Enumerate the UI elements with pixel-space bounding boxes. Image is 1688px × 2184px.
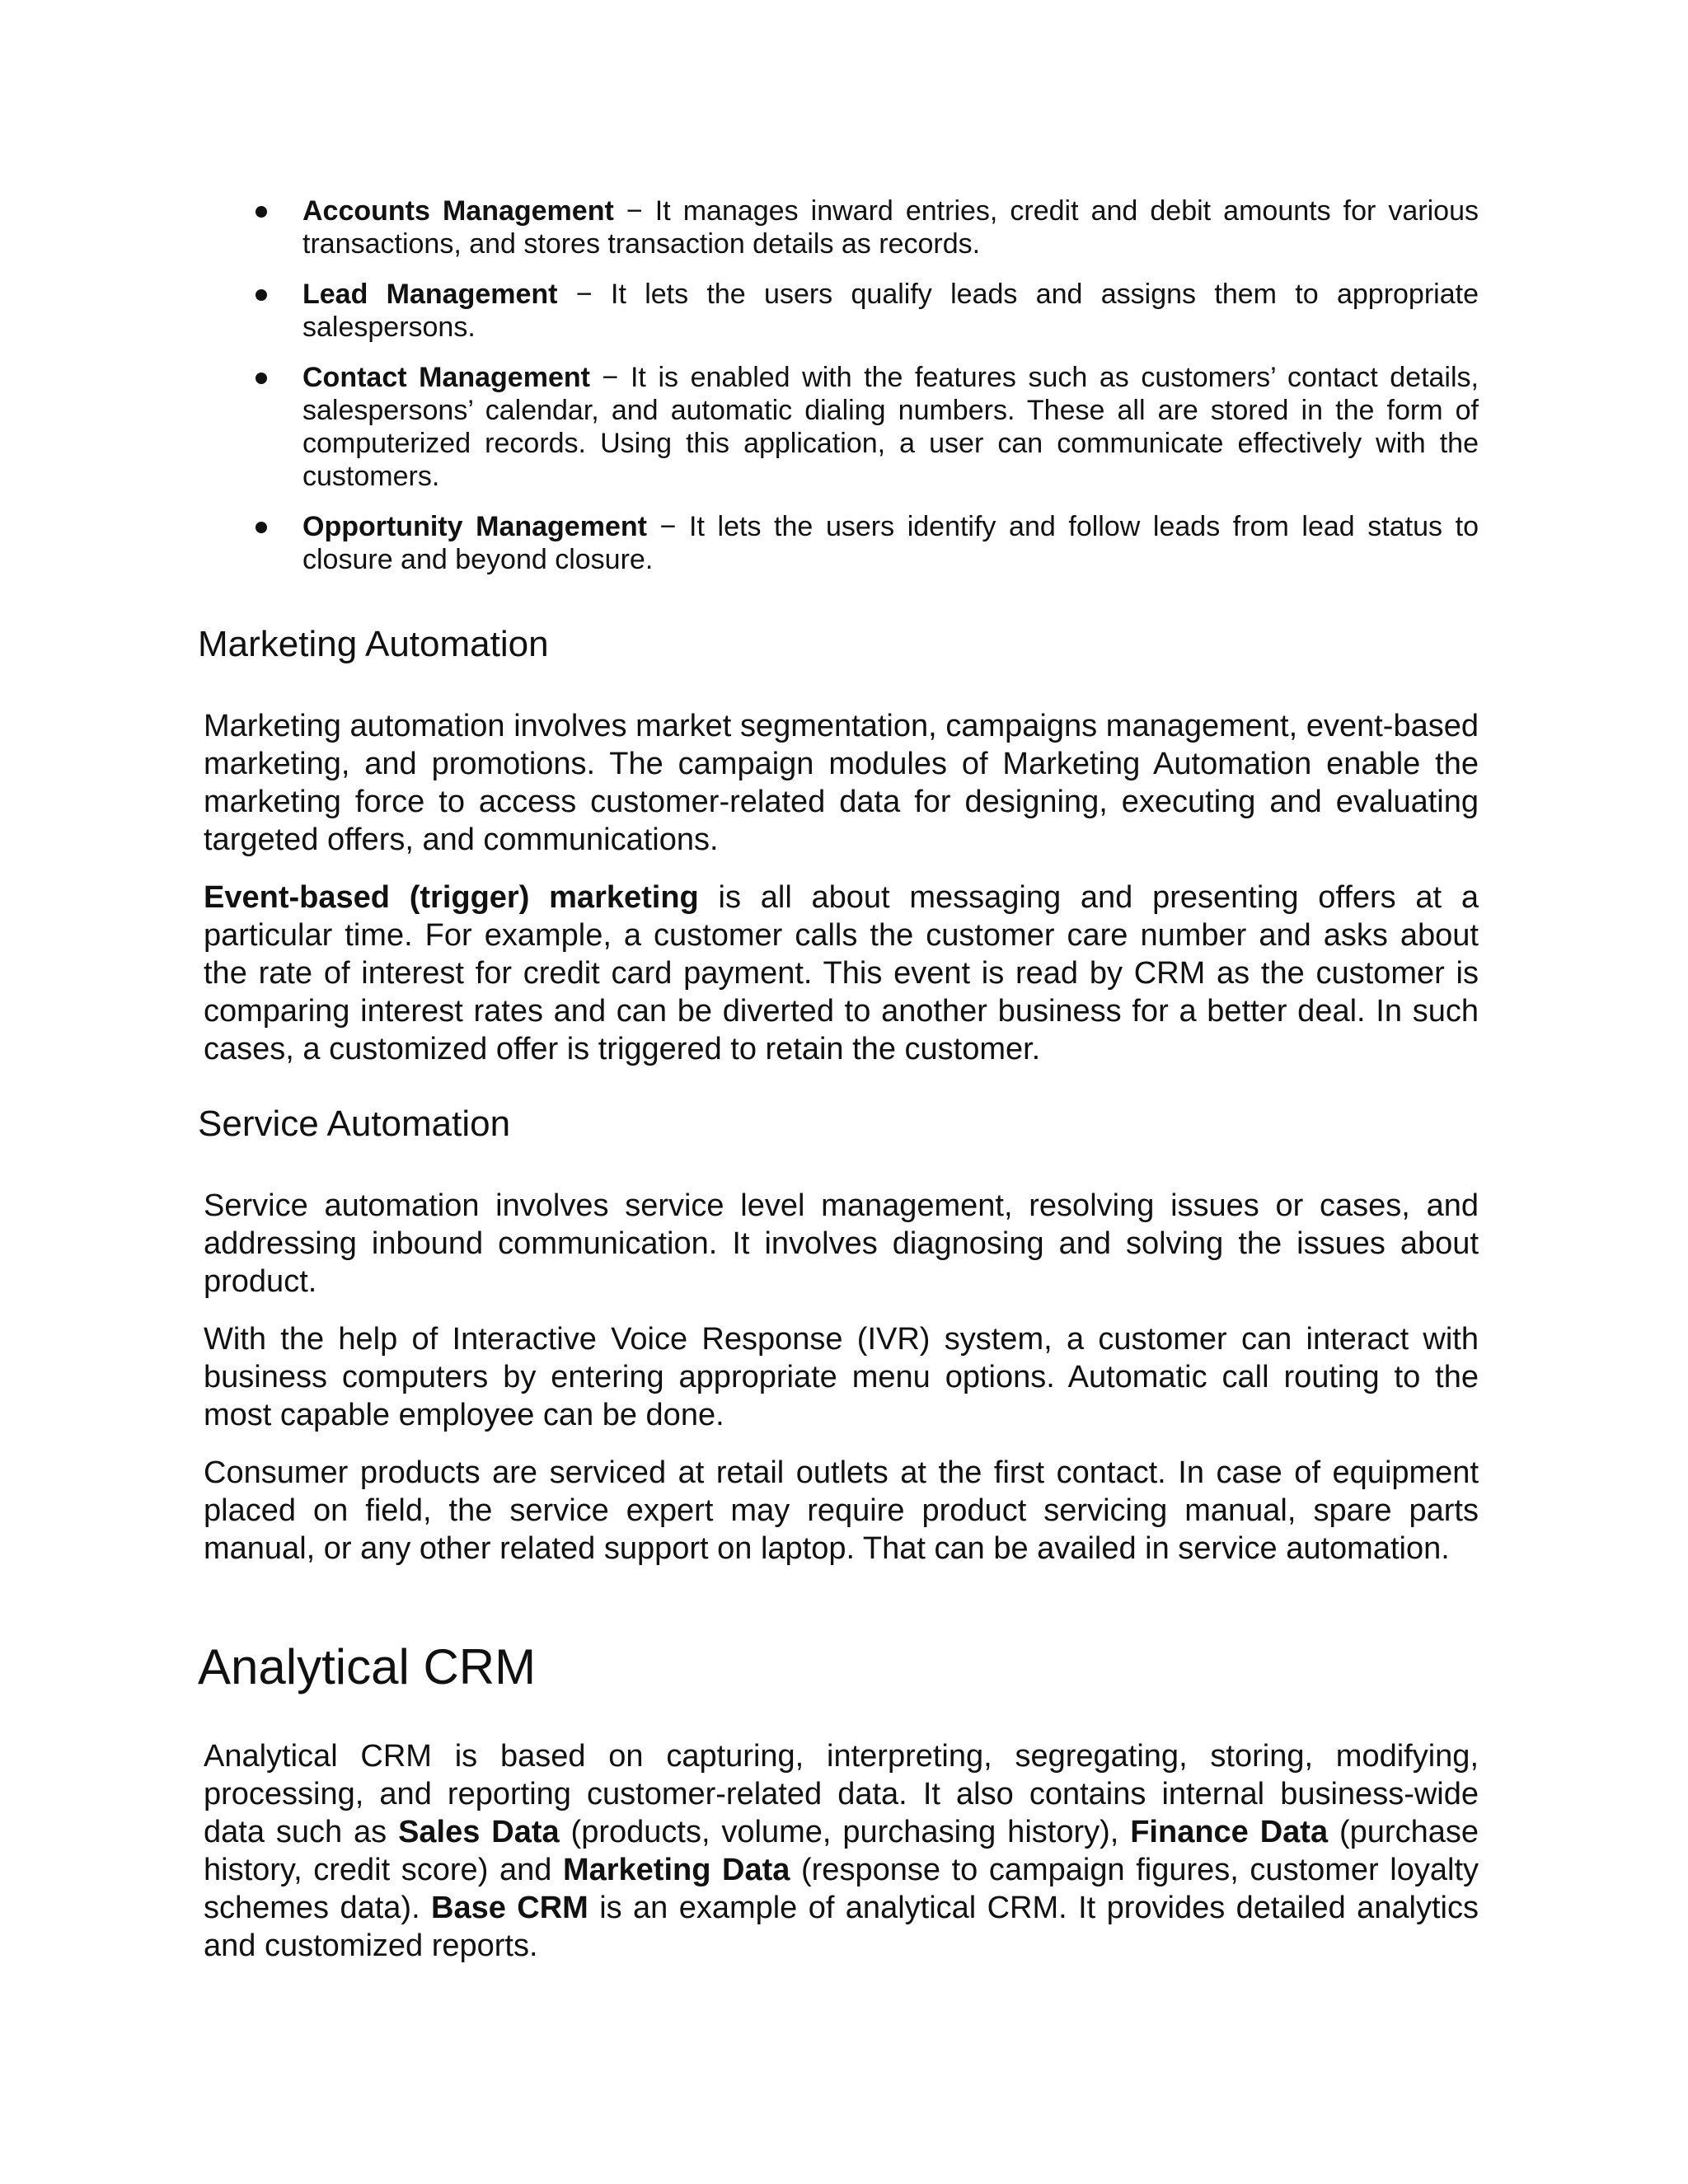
bullet-text: − It is enabled with the features such as customers’ contact details, salespersons’ calendar, and automatic dialing numbers. These all are stored in the form of computerized records. Using this application, a user can communicate effectively with the customers.: [302, 362, 1479, 492]
analytical-text-e: is an example of analytical CRM. It provides detailed analytics and customized reports.: [204, 1891, 1479, 1963]
analytical-crm-heading: Analytical CRM: [198, 1639, 537, 1694]
ivr-paragraph: With the help of Interactive Voice Response (IVR) system, a customer can interact with business computers by entering appropriate menu options. Automatic call routing to the most capable employee can be done.: [204, 1322, 1479, 1432]
consumer-products-paragraph: Consumer products are serviced at retail outlets at the first contact. In case of equipment placed on field, the service expert may require product servicing manual, spare parts manual, or any other related support on laptop. That can be availed in service automation.: [204, 1455, 1479, 1566]
analytical-text-a: Analytical CRM is based on capturing, interpreting, segregating, storing, modifying, processing, and reporting customer-related data. It also contains internal business-wide data such as: [204, 1739, 1479, 1849]
event-based-marketing-term: Event-based (trigger) marketing: [204, 880, 699, 915]
analytical-crm-paragraph: [204, 1737, 1479, 1965]
bullet-text: − It manages inward entries, credit and debit amounts for various transactions, and stores transaction details as records.: [302, 195, 1479, 260]
service-automation-heading: Service Automation: [198, 1104, 511, 1144]
bullet-term: Lead Management: [302, 279, 558, 310]
module-bullet-list: [247, 194, 1479, 593]
marketing-automation-heading: Marketing Automation: [198, 624, 549, 664]
bullet-term: Contact Management: [302, 362, 590, 393]
bullet-text: − It lets the users identify and follow leads from lead status to closure and beyond closure.: [302, 511, 1479, 575]
event-based-marketing-text: is all about messaging and presenting offers at a particular time. For example, a customer calls the customer care number and asks about the rate of interest for credit card payment. This event is read by CRM as the customer is comparing interest rates and can be diverted to another business for a better deal. In such cases, a customized offer is triggered to retain the customer.: [204, 880, 1479, 1066]
base-crm-term: Base CRM: [431, 1891, 588, 1925]
bullet-item-contact-management: [247, 361, 1479, 493]
analytical-text-d: (response to campaign figures, customer loyalty schemes data).: [204, 1853, 1479, 1925]
finance-data-term: Finance Data: [1130, 1815, 1329, 1849]
marketing-automation-paragraph: Marketing automation involves market segmentation, campaigns management, event-based marketing, and promotions. The campaign modules of Marketing Automation enable the marketing force to access customer-related data for designing, executing and evaluating targeted offers, and communications.: [204, 709, 1479, 857]
sales-data-term: Sales Data: [398, 1815, 560, 1849]
analytical-text-b: (products, volume, purchasing history),: [559, 1815, 1131, 1849]
event-based-marketing-paragraph: [204, 879, 1479, 1068]
bullet-term: Opportunity Management: [302, 511, 647, 542]
marketing-data-term: Marketing Data: [562, 1853, 790, 1887]
analytical-text-c: (purchase history, credit score) and: [204, 1815, 1479, 1887]
bullet-term: Accounts Management: [302, 195, 614, 227]
bullet-icon: [256, 289, 267, 301]
bullet-item-opportunity-management: [247, 510, 1479, 576]
bullet-icon: [256, 522, 267, 533]
bullet-item-lead-management: [247, 278, 1479, 344]
bullet-item-accounts-management: [247, 194, 1479, 260]
bullet-text: − It lets the users qualify leads and assigns them to appropriate salespersons.: [302, 279, 1479, 343]
service-automation-paragraph: Service automation involves service level management, resolving issues or cases, and addressing inbound communication. It involves diagnosing and solving the issues about product.: [204, 1188, 1479, 1299]
bullet-icon: [256, 373, 267, 384]
bullet-icon: [256, 206, 267, 218]
